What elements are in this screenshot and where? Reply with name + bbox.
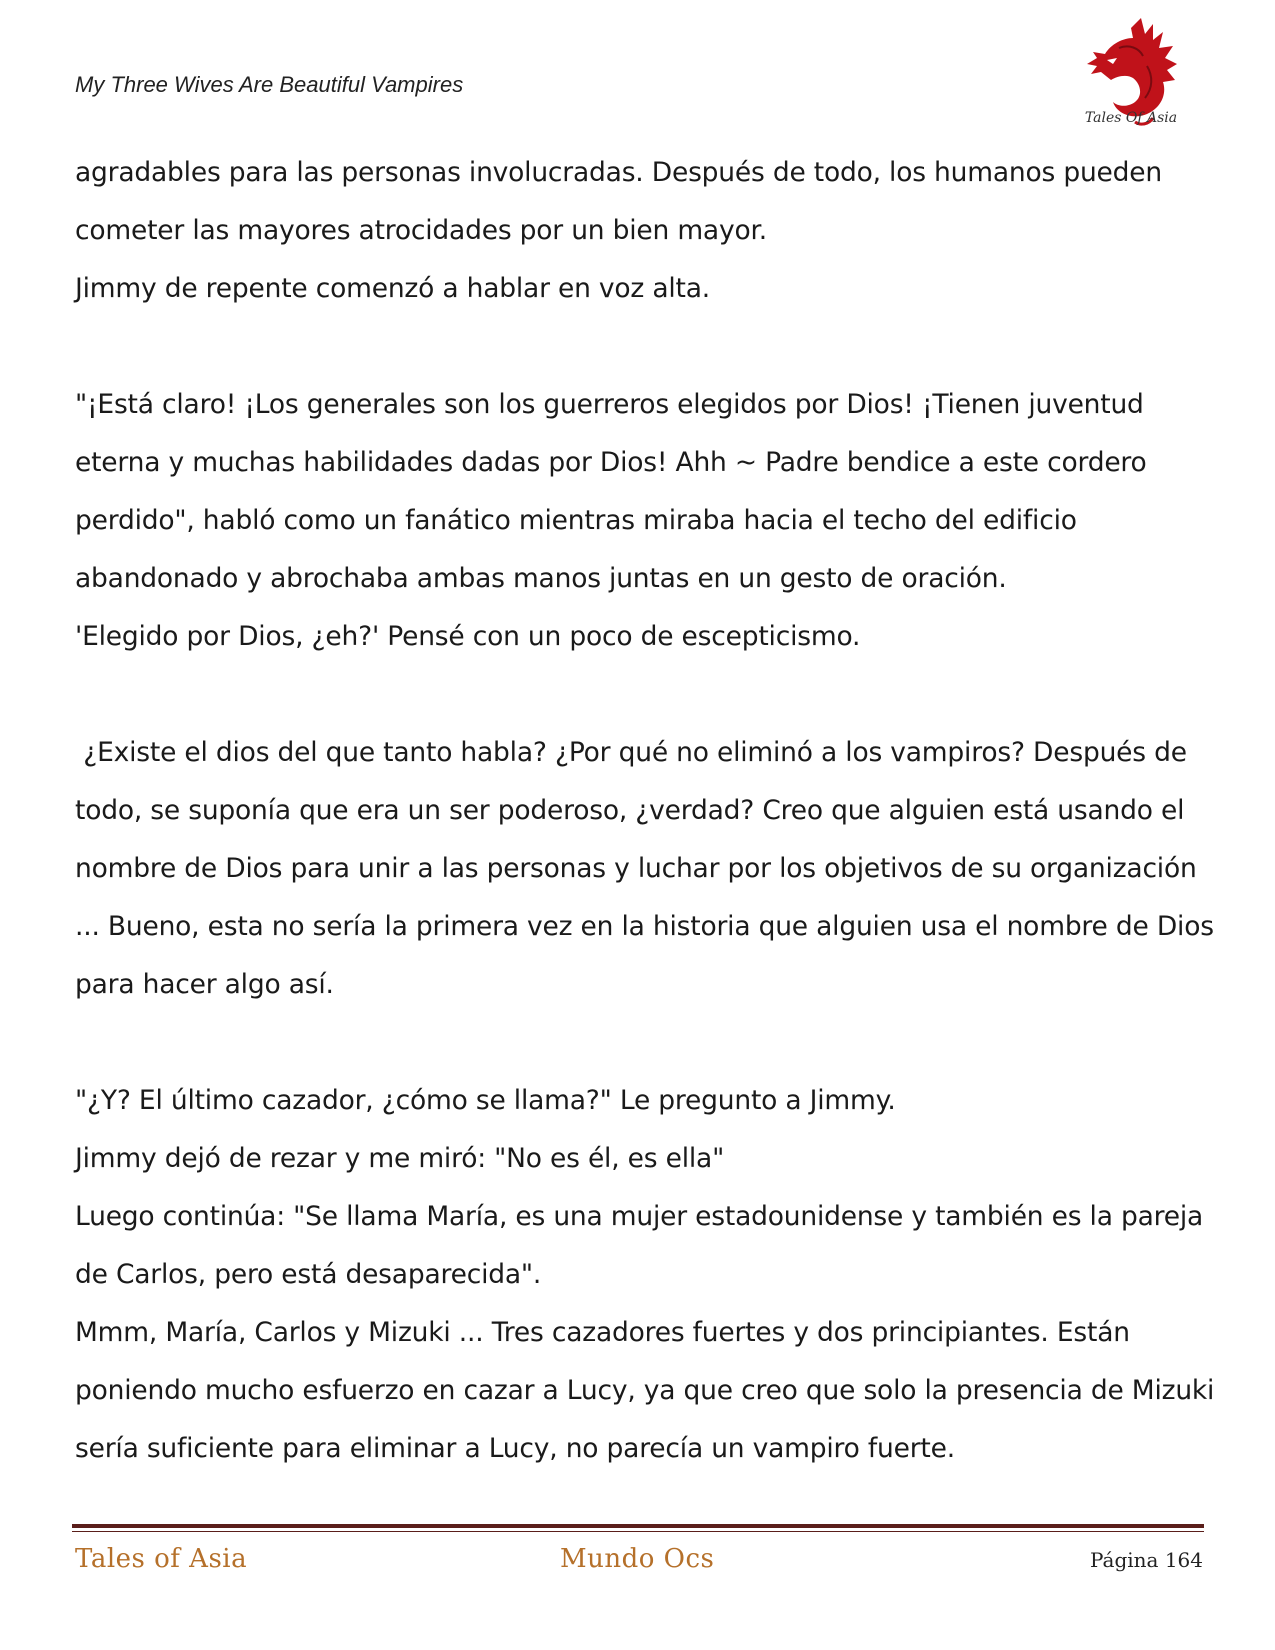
body-line: todo, se suponía que era un ser poderoso, ¿verdad? Creo que alguien está usando el bbox=[75, 795, 1185, 826]
body-line: "¿Y? El último cazador, ¿cómo se llama?" Le pregunto a Jimmy. bbox=[75, 1085, 896, 1116]
page-number: Página 164 bbox=[1089, 1548, 1203, 1572]
body-line: ¿Existe el dios del que tanto habla? ¿Por qué no eliminó a los vampiros? Después de bbox=[75, 737, 1187, 768]
paragraph-gap bbox=[75, 318, 1205, 376]
footer-divider bbox=[72, 1524, 1204, 1528]
body-line: "¡Está claro! ¡Los generales son los guerreros elegidos por Dios! ¡Tienen juventud bbox=[75, 389, 1144, 420]
body-line: Jimmy dejó de rezar y me miró: "No es él, es ella" bbox=[75, 1143, 725, 1174]
chapter-body bbox=[75, 144, 1215, 1478]
body-line: 'Elegido por Dios, ¿eh?' Pensé con un poco de escepticismo. bbox=[75, 621, 861, 652]
body-line: ... Bueno, esta no sería la primera vez en la historia que alguien usa el nombre de Dios bbox=[75, 911, 1214, 942]
body-line: cometer las mayores atrocidades por un bien mayor. bbox=[75, 215, 767, 246]
paragraph-gap bbox=[75, 1014, 1205, 1072]
body-line: Luego continúa: "Se llama María, es una mujer estadounidense y también es la pareja bbox=[75, 1201, 1204, 1232]
footer-site: Mundo Ocs bbox=[560, 1544, 715, 1574]
footer-divider-thin bbox=[72, 1531, 1204, 1532]
footer-publisher: Tales of Asia bbox=[75, 1544, 248, 1574]
body-line: eterna y muchas habilidades dadas por Dios! Ahh ~ Padre bendice a este cordero bbox=[75, 447, 1147, 478]
body-line: sería suficiente para eliminar a Lucy, no parecía un vampiro fuerte. bbox=[75, 1433, 955, 1464]
body-line: de Carlos, pero está desaparecida". bbox=[75, 1259, 542, 1290]
book-title: My Three Wives Are Beautiful Vampires bbox=[75, 72, 464, 97]
body-line: para hacer algo así. bbox=[75, 969, 334, 1000]
body-line: abandonado y abrochaba ambas manos juntas en un gesto de oración. bbox=[75, 563, 1007, 594]
paragraph-gap bbox=[75, 666, 1205, 724]
body-line: perdido", habló como un fanático mientras miraba hacia el techo del edificio bbox=[75, 505, 1077, 536]
body-line: nombre de Dios para unir a las personas y luchar por los objetivos de su organización bbox=[75, 853, 1197, 884]
body-line: agradables para las personas involucradas. Después de todo, los humanos pueden bbox=[75, 157, 1162, 188]
body-line: Mmm, María, Carlos y Mizuki ... Tres cazadores fuertes y dos principiantes. Están bbox=[75, 1317, 1130, 1348]
dragon-logo bbox=[1083, 14, 1183, 136]
body-line: poniendo mucho esfuerzo en cazar a Lucy, ya que creo que solo la presencia de Mizuki bbox=[75, 1375, 1215, 1406]
body-line: Jimmy de repente comenzó a hablar en voz alta. bbox=[75, 273, 711, 304]
logo-caption: Tales Of Asia bbox=[1084, 110, 1178, 126]
